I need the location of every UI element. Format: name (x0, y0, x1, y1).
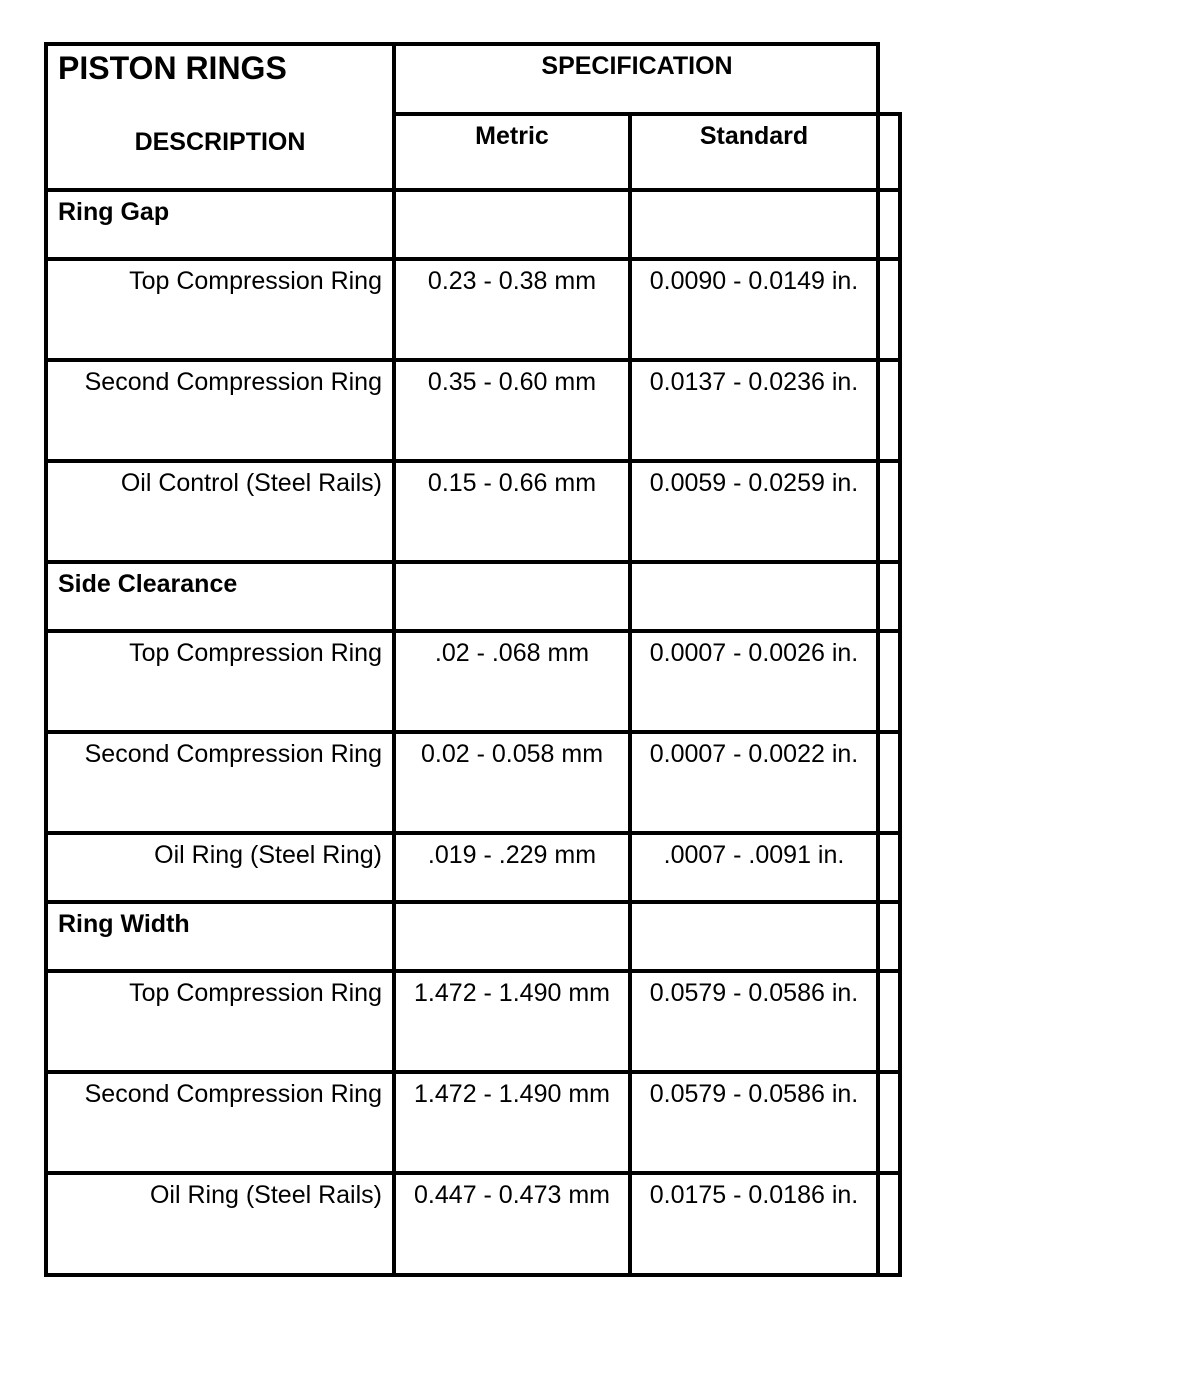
column-divider (392, 42, 396, 1277)
row-divider (44, 629, 902, 633)
standard-value: 0.0007 - 0.0022 in. (649, 740, 859, 768)
row-description: Second Compression Ring (84, 1080, 382, 1108)
table-border-far-right (898, 112, 902, 1277)
row-description: Top Compression Ring (129, 639, 382, 667)
header-divider (44, 188, 902, 192)
description-header: DESCRIPTION (134, 128, 306, 156)
column-divider (628, 112, 632, 1277)
row-divider (44, 969, 902, 973)
row-divider (44, 831, 902, 835)
row-description: Second Compression Ring (84, 740, 382, 768)
metric-value: 0.15 - 0.66 mm (427, 469, 597, 497)
standard-value: 0.0007 - 0.0026 in. (649, 639, 859, 667)
table-border-top (44, 42, 880, 46)
row-divider (44, 900, 902, 904)
row-divider (44, 358, 902, 362)
row-description: Top Compression Ring (129, 267, 382, 295)
metric-value: 0.35 - 0.60 mm (427, 368, 597, 396)
row-description: Oil Control (Steel Rails) (120, 469, 382, 497)
section-label: Side Clearance (58, 570, 238, 598)
standard-value: 0.0090 - 0.0149 in. (649, 267, 859, 295)
row-divider (44, 1070, 902, 1074)
table-border-left (44, 42, 48, 1277)
metric-value: .02 - .068 mm (434, 639, 590, 667)
row-divider (44, 560, 902, 564)
spec-table (44, 42, 902, 1277)
section-label: Ring Width (58, 910, 190, 938)
metric-header: Metric (475, 122, 549, 150)
row-description: Second Compression Ring (84, 368, 382, 396)
header-divider (392, 112, 902, 116)
row-divider (44, 459, 902, 463)
row-description: Oil Ring (Steel Ring) (154, 841, 382, 869)
metric-value: 1.472 - 1.490 mm (414, 979, 610, 1007)
standard-value: 0.0137 - 0.0236 in. (649, 368, 859, 396)
row-divider (44, 1171, 902, 1175)
metric-value: 0.02 - 0.058 mm (420, 740, 604, 768)
standard-value: 0.0579 - 0.0586 in. (649, 979, 859, 1007)
row-description: Oil Ring (Steel Rails) (149, 1181, 382, 1209)
table-border-bottom (44, 1273, 902, 1277)
standard-value: 0.0579 - 0.0586 in. (649, 1080, 859, 1108)
row-description: Top Compression Ring (129, 979, 382, 1007)
metric-value: 0.23 - 0.38 mm (427, 267, 597, 295)
row-divider (44, 730, 902, 734)
metric-value: 1.472 - 1.490 mm (414, 1080, 610, 1108)
standard-header: Standard (699, 122, 809, 150)
metric-value: .019 - .229 mm (427, 841, 597, 869)
table-border-right (876, 42, 880, 1277)
table-title: PISTON RINGS (58, 50, 287, 86)
standard-value: 0.0175 - 0.0186 in. (649, 1181, 859, 1209)
specification-header: SPECIFICATION (541, 52, 733, 80)
standard-value: 0.0059 - 0.0259 in. (649, 469, 859, 497)
metric-value: 0.447 - 0.473 mm (414, 1181, 610, 1209)
standard-value: .0007 - .0091 in. (663, 841, 845, 869)
row-divider (44, 257, 902, 261)
section-label: Ring Gap (58, 198, 170, 226)
